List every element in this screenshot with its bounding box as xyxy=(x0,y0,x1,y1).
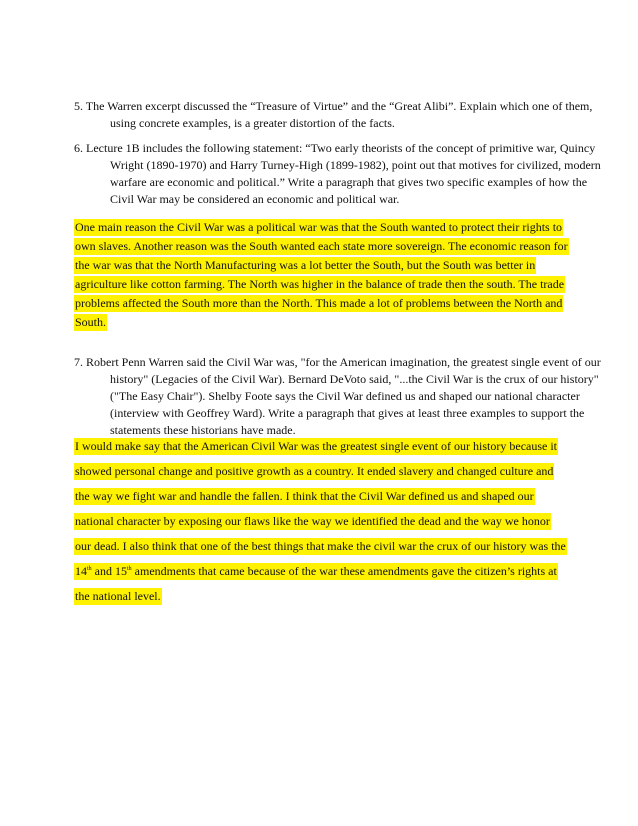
question-5-text: 5. The Warren excerpt discussed the “Treasure of Virtue” and the “Great Alibi”. Explain which one of them, using concrete examples, is a greater distortion of the facts. xyxy=(74,99,593,130)
question-7 xyxy=(74,354,610,439)
ordinal-suffix-14: th xyxy=(87,566,92,572)
answer-6-highlight: One main reason the Civil War was a political war was that the South wanted to protect their rights to own slaves. Another reason was the South wanted each state more sovereign. The economic reason for the war was that the North Manufacturing was a lot better the South, but the South was better in agriculture like cotton farming. The North was higher in the balance of trade then the south. The trade problems affected the South more than the North. This made a lot of problems between the North and South. xyxy=(75,220,568,329)
answer-7-highlight xyxy=(74,438,567,605)
question-6 xyxy=(74,140,610,208)
answer-7 xyxy=(74,434,568,609)
answer-7-text-3: amendments that came because of the war these amendments gave the citizen’s rights at the national level. xyxy=(75,564,557,603)
question-6-text: 6. Lecture 1B includes the following statement: “Two early theorists of the concept of primitive war, Quincy Wright (1890-1970) and Harry Turney-High (1899-1982), point out that motives for civilized, modern warfare are economic and political.” Write a paragraph that gives two specific examples of how the Civil War may be considered an economic and political war. xyxy=(74,141,601,206)
question-7-text: 7. Robert Penn Warren said the Civil War was, "for the American imagination, the greatest single event of our history" (Legacies of the Civil War). Bernard DeVoto said, "...the Civil War is the crux of our history" ("The Easy Chair"). Shelby Foote says the Civil War defined us and shaped our national character (interview with Geoffrey Ward). Write a paragraph that gives at least three examples to support the statements these historians have made. xyxy=(74,355,601,437)
answer-7-text-2: and 15 xyxy=(91,564,127,578)
answer-6 xyxy=(74,218,568,332)
ordinal-suffix-15: th xyxy=(127,566,132,572)
answer-7-text-1: I would make say that the American Civil War was the greatest single event of our history because it showed personal change and positive growth as a country. It ended slavery and changed culture and the way we fight war and handle the fallen. I think that the Civil War defined us and shaped our national character by exposing our flaws like the way we identified the dead and the way we honor our dead. I also think that one of the best things that make the civil war the crux of our history was the 14 xyxy=(75,439,566,578)
question-5 xyxy=(74,98,610,132)
